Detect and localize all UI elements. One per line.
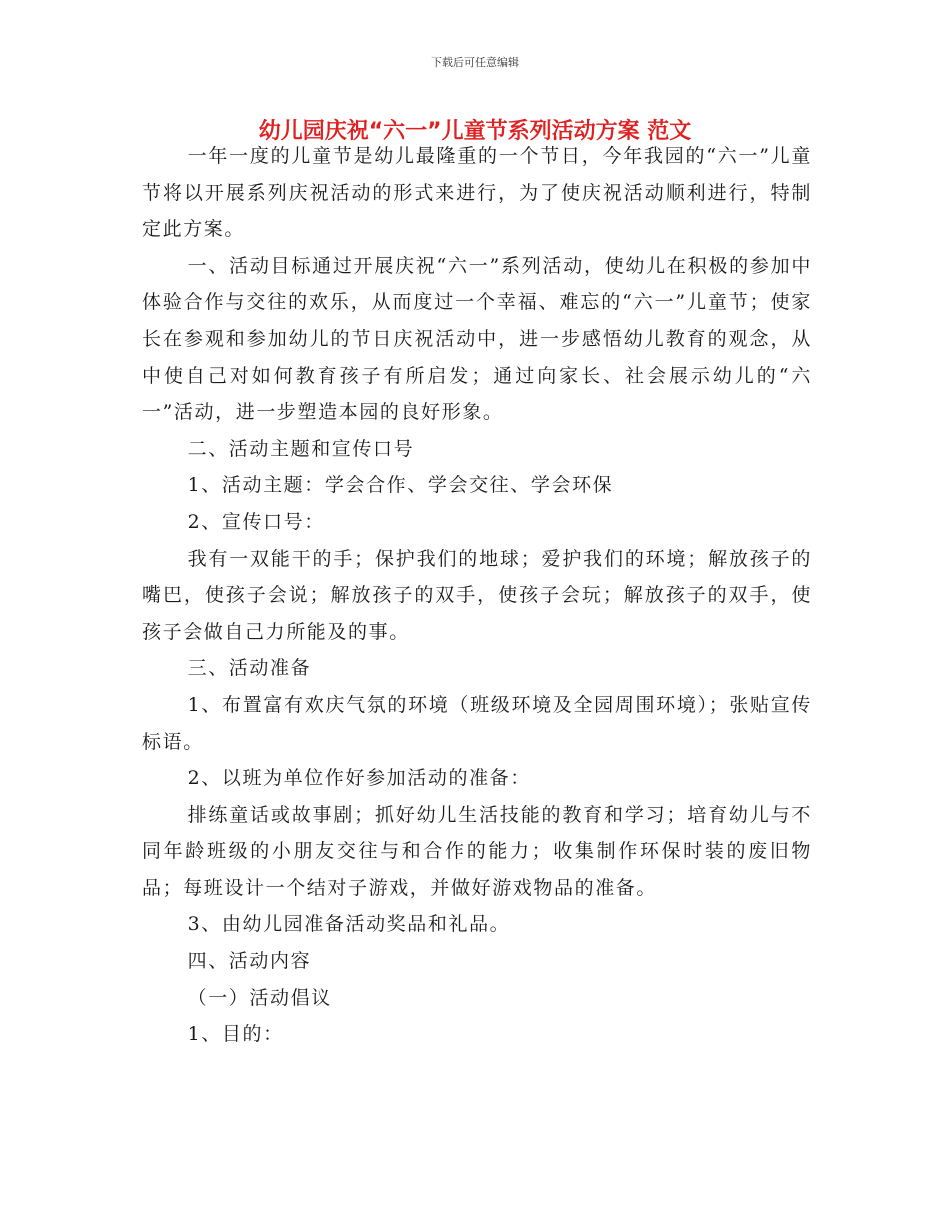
paragraph-intro: 一年一度的儿童节是幼儿最隆重的一个节日，今年我园的“六一”儿童节将以开展系列庆祝活动的形式来进行，为了使庆祝活动顺利进行，特制定此方案。 [142,145,812,241]
paragraph-prep-class: 2、以班为单位作好参加活动的准备： [187,767,531,790]
section-heading-preparation: 三、活动准备 [187,657,312,680]
paragraph-prep-environment: 1、布置富有欢庆气氛的环境（班级环境及全园周围环境）；张贴宣传标语。 [142,693,812,753]
paragraph-goals: 一、活动目标通过开展庆祝“六一”系列活动，使幼儿在积极的参加中体验合作与交往的欢乐，从而度过一个幸福、难忘的“六一”儿童节；使家长在参观和参加幼儿的节日庆祝活动中，进一步感悟幼儿教育的观念，从中使自己对如何教育孩子有所启发；通过向家长、社会展示幼儿的“六一”活动，进一步塑造本园的良好形象。 [142,254,812,424]
section-heading-theme: 二、活动主题和宣传口号 [187,437,415,460]
paragraph-purpose-label: 1、目的： [187,1023,284,1046]
paragraph-prep-prizes: 3、由幼儿园准备活动奖品和礼品。 [187,913,511,936]
document-body [142,138,812,1053]
page-header-note: 下载后可任意编辑 [431,56,519,69]
section-heading-content: 四、活动内容 [187,950,312,973]
paragraph-prep-details: 排练童话或故事剧；抓好幼儿生活技能的教育和学习；培育幼儿与不同年龄班级的小朋友交往与和合作的能力；收集制作环保时装的废旧物品；每班设计一个结对子游戏，并做好游戏物品的准备。 [142,803,812,899]
document-title: 幼儿园庆祝“六一”儿童节系列活动方案 范文 [258,119,692,144]
paragraph-slogans: 我有一双能干的手；保护我们的地球；爱护我们的环境；解放孩子的嘴巴，使孩子会说；解放孩子的双手，使孩子会玩；解放孩子的双手，使孩子会做自己力所能及的事。 [142,547,812,643]
paragraph-slogan-label: 2、宣传口号： [187,510,325,533]
subsection-heading-initiative: （一）活动倡议 [187,986,332,1009]
paragraph-theme: 1、活动主题：学会合作、学会交往、学会环保 [187,474,614,497]
